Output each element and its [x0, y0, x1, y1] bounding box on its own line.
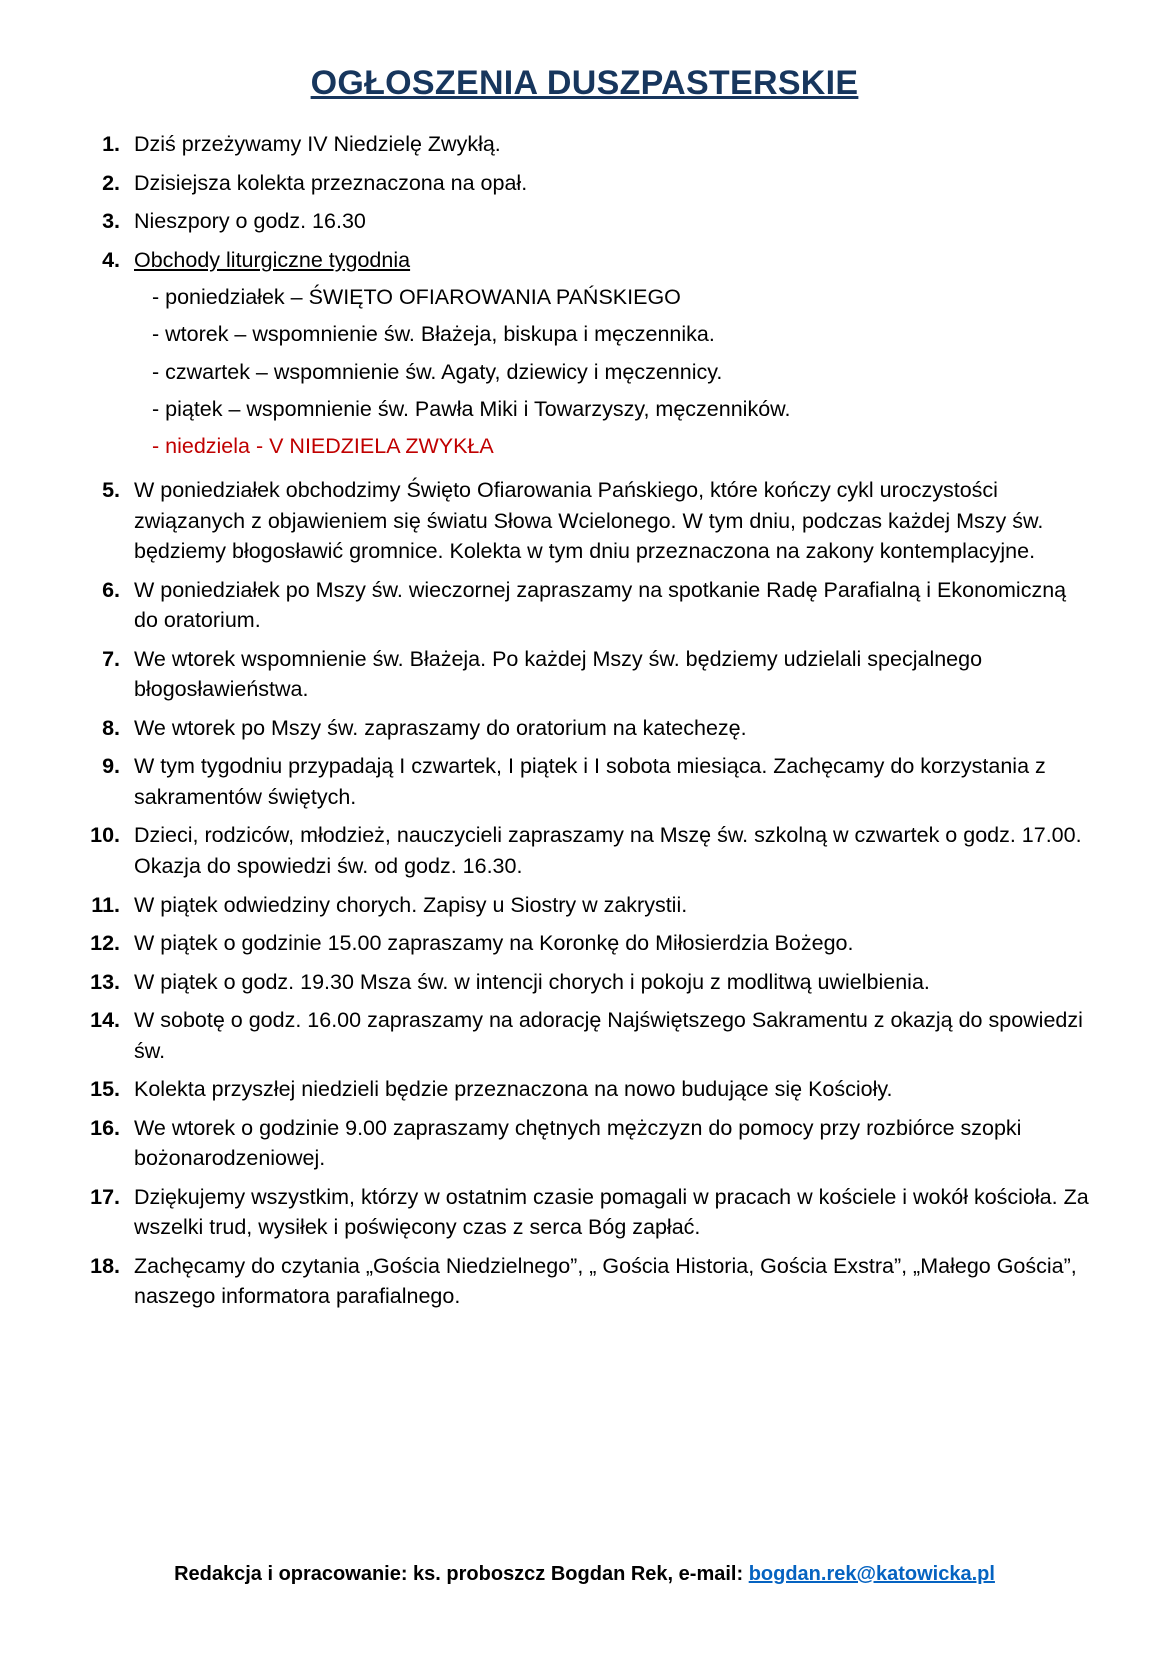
list-item — [80, 129, 1089, 160]
list-item-text: W piątek o godz. 19.30 Msza św. w intencji chorych i pokoju z modlitwą uwielbienia. — [134, 969, 930, 994]
list-item — [80, 1113, 1089, 1174]
page-title: OGŁOSZENIA DUSZPASTERSKIE — [310, 64, 859, 102]
list-item-text: W poniedziałek obchodzimy Święto Ofiarowania Pańskiego, które kończy cykl uroczystości związanych z objawieniem się światu Słowa Wcielonego. W tym dniu, podczas każdej Mszy św. będziemy błogosławić gromnice. Kolekta w tym dniu przeznaczona na zakony kontemplacyjne. — [134, 478, 1044, 564]
list-item-number: 9. — [102, 754, 120, 779]
list-item-text: Dzisiejsza kolekta przeznaczona na opał. — [134, 170, 528, 195]
list-item-text: We wtorek po Mszy św. zapraszamy do oratorium na katechezę. — [134, 715, 747, 740]
list-item-number: 6. — [102, 577, 120, 602]
list-item-text: Nieszpory o godz. 16.30 — [134, 209, 366, 234]
list-item-text: W tym tygodniu przypadają I czwartek, I piątek i I sobota miesiąca. Zachęcamy do korzystania z sakramentów świętych. — [134, 754, 1046, 809]
list-item-text: W piątek o godzinie 15.00 zapraszamy na Koronkę do Miłosierdzia Bożego. — [134, 931, 854, 956]
list-item-number: 15. — [90, 1077, 120, 1102]
list-item-number: 17. — [90, 1184, 120, 1209]
list-item-number: 1. — [102, 132, 120, 156]
email-link[interactable]: bogdan.rek@katowicka.pl — [748, 1563, 995, 1585]
list-item — [80, 928, 1089, 959]
liturgical-week-item: - czwartek – wspomnienie św. Agaty, dziewicy i męczennicy. — [152, 359, 723, 384]
list-item — [80, 1074, 1089, 1105]
list-item-text: We wtorek wspomnienie św. Błażeja. Po każdej Mszy św. będziemy udzielali specjalnego błogosławieństwa. — [134, 646, 983, 702]
list-item — [80, 1005, 1089, 1066]
list-item-text: Obchody liturgiczne tygodnia — [134, 247, 411, 272]
list-item-number: 18. — [90, 1253, 120, 1278]
footer-text: Redakcja i opracowanie: ks. proboszcz Bogdan Rek, e-mail: — [174, 1563, 749, 1585]
list-item-number: 10. — [90, 823, 120, 848]
list-item-number: 4. — [102, 247, 120, 272]
list-item-text: We wtorek o godzinie 9.00 zapraszamy chętnych mężczyzn do pomocy przy rozbiórce szopki bożonarodzeniowej. — [134, 1115, 1022, 1171]
liturgical-week-item: - poniedziałek – ŚWIĘTO OFIAROWANIA PAŃSKIEGO — [152, 285, 681, 310]
list-item-number: 7. — [102, 646, 120, 671]
liturgical-week-item: - wtorek – wspomnienie św. Błażeja, biskupa i męczennika. — [152, 322, 715, 347]
list-item-text: Dziękujemy wszystkim, którzy w ostatnim czasie pomagali w pracach w kościele i wokół kościoła. Za wszelki trud, wysiłek i poświęcony czas z serca Bóg zapłać. — [134, 1184, 1089, 1240]
list-item — [80, 1182, 1089, 1243]
list-item-number: 11. — [91, 892, 120, 917]
liturgical-week-list — [134, 281, 1089, 462]
list-item-number: 8. — [102, 715, 120, 740]
list-item — [80, 475, 1089, 567]
list-item-number: 3. — [102, 209, 120, 234]
list-item — [80, 1251, 1089, 1312]
list-item — [80, 967, 1089, 998]
list-item — [80, 820, 1089, 881]
list-item-number: 5. — [102, 478, 120, 503]
liturgical-week-item: - piątek – wspomnienie św. Pawła Miki i Towarzyszy, męczenników. — [152, 396, 791, 421]
list-item-text: W sobotę o godz. 16.00 zapraszamy na adorację Najświętszego Sakramentu z okazją do spowiedzi św. — [134, 1008, 1083, 1063]
list-item-text: Zachęcamy do czytania „Gościa Niedzielnego”, „ Gościa Historia, Gościa Exstra”, „Małego Gościa”, naszego informatora parafialnego. — [134, 1253, 1077, 1309]
list-item-text: W piątek odwiedziny chorych. Zapisy u Siostry w zakrystii. — [134, 892, 688, 917]
list-item-text: Dziś przeżywamy IV Niedzielę Zwykłą. — [134, 132, 501, 156]
list-item — [80, 890, 1089, 921]
list-item — [80, 206, 1089, 237]
list-item-number: 16. — [90, 1115, 120, 1140]
list-item-number: 13. — [90, 969, 120, 994]
list-item-number: 12. — [90, 931, 120, 956]
list-item-liturgical-week — [80, 245, 1089, 468]
list-item-number: 14. — [90, 1008, 120, 1033]
list-item — [80, 644, 1089, 705]
list-item-text: Kolekta przyszłej niedzieli będzie przeznaczona na nowo budujące się Kościoły. — [134, 1077, 893, 1102]
announcements-list — [80, 129, 1089, 1312]
list-item — [80, 168, 1089, 199]
list-item-number: 2. — [102, 170, 120, 195]
list-item — [80, 713, 1089, 744]
list-item — [80, 575, 1089, 636]
list-item-text: W poniedziałek po Mszy św. wieczornej zapraszamy na spotkanie Radę Parafialną i Ekonomiczną do oratorium. — [134, 577, 1067, 633]
list-item — [80, 751, 1089, 812]
footer — [0, 1563, 1169, 1586]
liturgical-week-item-sunday: - niedziela - V NIEDZIELA ZWYKŁA — [152, 434, 494, 459]
list-item-text: Dzieci, rodziców, młodzież, nauczycieli zapraszamy na Mszę św. szkolną w czwartek o godz. 17.00. Okazja do spowiedzi św. od godz. 16.30. — [134, 823, 1082, 878]
